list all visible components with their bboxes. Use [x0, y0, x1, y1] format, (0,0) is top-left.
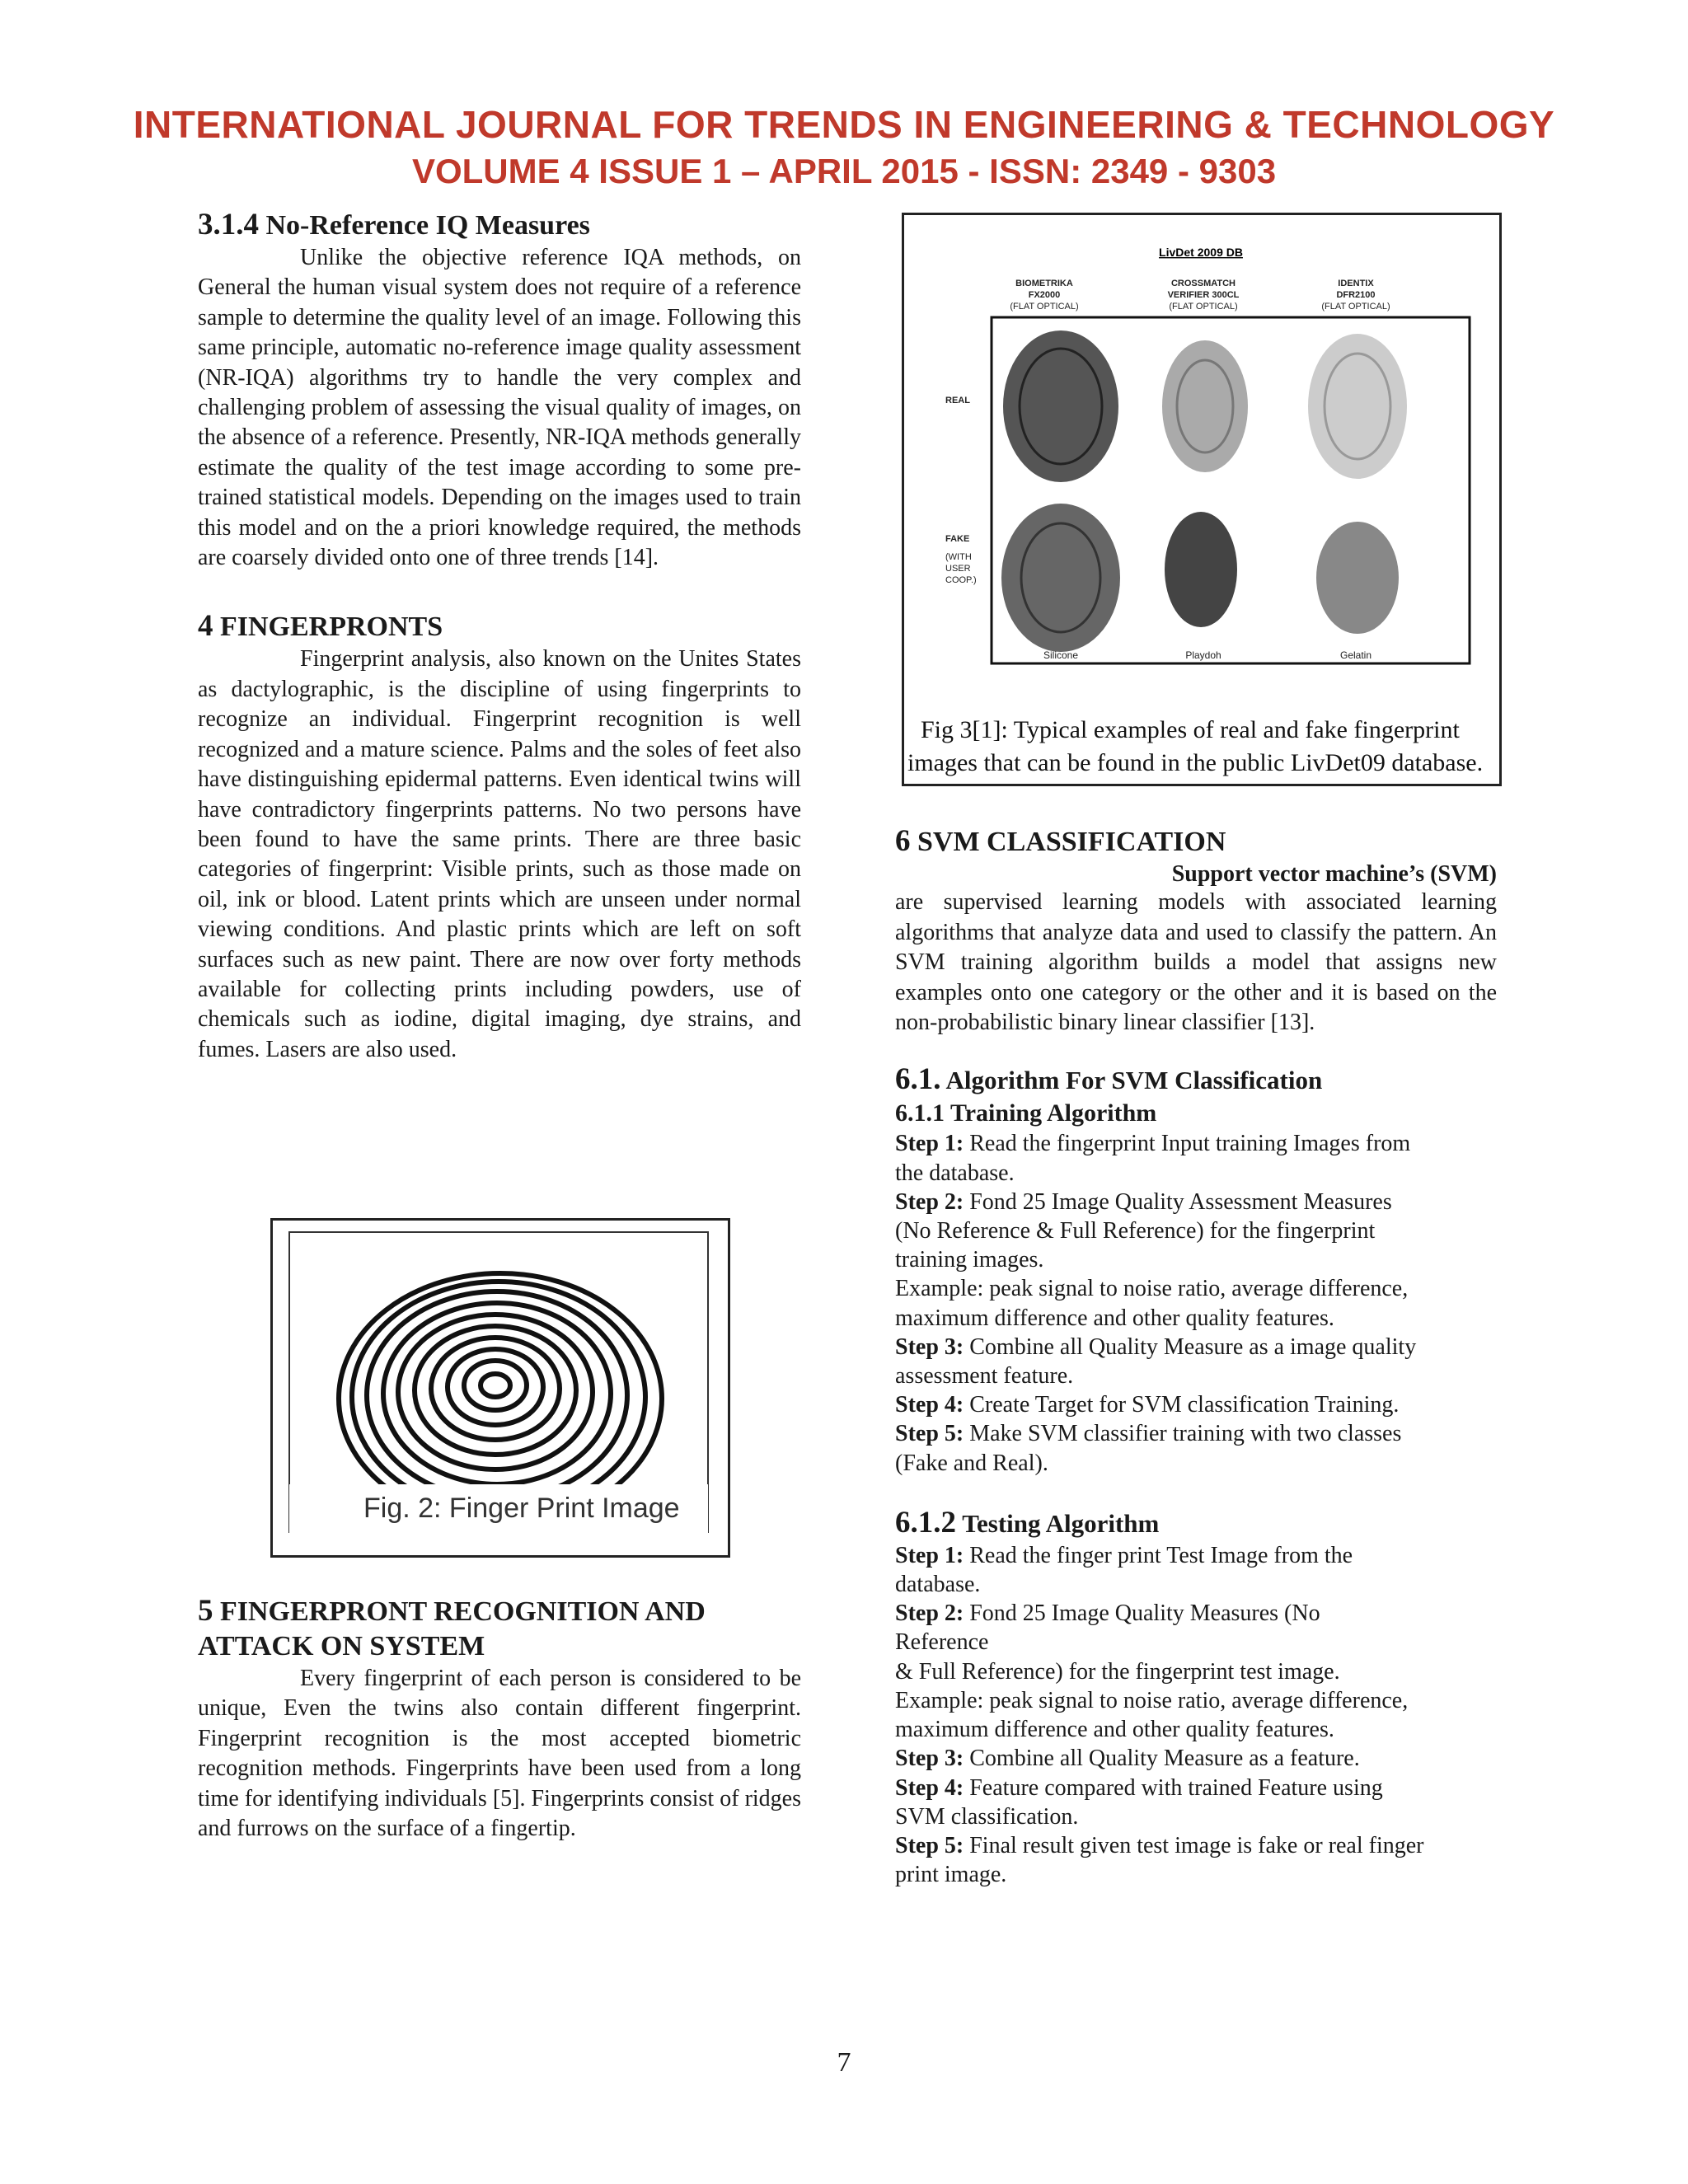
- row-fake-note-3: COOP.): [945, 575, 977, 585]
- fingerprint-image: [273, 1221, 728, 1555]
- col-3-name: IDENTIX: [1338, 279, 1374, 288]
- step-text: Fond 25 Image Quality Measures (No: [964, 1601, 1320, 1627]
- step-text: the database.: [895, 1160, 1015, 1186]
- step-line: [895, 1860, 1497, 1889]
- fig-3-caption-line2: images that can be found in the public LivDet09 database.: [907, 749, 1484, 776]
- step-text: (Fake and Real).: [895, 1450, 1048, 1476]
- step-label: Step 4:: [895, 1774, 964, 1801]
- col-1-type: (FLAT OPTICAL): [1010, 302, 1079, 312]
- step-label: Step 3:: [895, 1746, 964, 1772]
- step-text: SVM classification.: [895, 1803, 1079, 1830]
- step-line: [895, 1304, 1497, 1333]
- figure-2-fingerprint: [270, 1218, 730, 1558]
- section-title-line1: FINGERPRONT RECOGNITION AND: [220, 1596, 706, 1627]
- step-line: [895, 1541, 1497, 1570]
- section-3-1-4-heading: [198, 208, 801, 243]
- step-text: Read the finger print Test Image from the: [964, 1542, 1353, 1568]
- testing-steps: [895, 1541, 1497, 1889]
- fake-print-gelatin: [1316, 522, 1399, 634]
- section-5-text: Every fingerprint of each person is considered to be unique, Even the twins also contain different fingerprint. Fingerprint recognition is the most accepted biometric recognition methods. Fingerprints have been used from a long time for identifying individuals [5]. Fingerprints consist of ridges and furrows on the surface of a fingertip.: [198, 1666, 801, 1842]
- step-line: [895, 1774, 1497, 1802]
- section-number: 3.1.4: [198, 208, 259, 241]
- fig-3-caption-line1: Fig 3[1]: Typical examples of real and fake fingerprint: [921, 716, 1460, 743]
- section-4-heading: [198, 609, 801, 644]
- step-line: [895, 1802, 1497, 1831]
- section-6-text: are supervised learning models with associated learning algorithms that analyze data and used to classify the pattern. An SVM training algorithm builds a model that assigns new examples onto one category or the other and it is based on the non-probabilistic binary linear classifier [13].: [895, 889, 1497, 1036]
- step-label: Step 2:: [895, 1188, 964, 1215]
- row-fake-note-2: USER: [945, 564, 971, 574]
- step-text: training images.: [895, 1247, 1044, 1273]
- left-column-lower: [198, 1594, 801, 1844]
- section-3-1-4-text: Unlike the objective reference IQA methods, on General the human visual system does not require of a reference sample to determine the quality level of an image. Following this same principle, automatic no-reference image quality assessment (NR-IQA) algorithms try to handle the very complex and challenging problem of assessing the visual quality of images, on the absence of a reference. Presently, NR-IQA methods generally estimate the quality of the test image according to some pre-trained statistical models. Depending on the images used to train this model and on the a priori knowledge required, the methods are coarsely divided onto one of three trends [14].: [198, 245, 801, 571]
- step-text: Fond 25 Image Quality Assessment Measures: [964, 1188, 1392, 1215]
- step-text: print image.: [895, 1862, 1007, 1888]
- step-line: [895, 1570, 1497, 1599]
- step-line: [895, 1274, 1497, 1303]
- step-text: Read the fingerprint Input training Images from: [964, 1131, 1411, 1157]
- section-number: 5: [198, 1594, 213, 1628]
- section-number: 6: [895, 824, 911, 858]
- step-line: [895, 1599, 1497, 1628]
- step-text: Create Target for SVM classification Training.: [964, 1392, 1400, 1418]
- step-text: database.: [895, 1572, 981, 1598]
- material-playdoh: Playdoh: [1185, 649, 1221, 661]
- col-2-type: (FLAT OPTICAL): [1169, 302, 1238, 312]
- section-6-1-1-heading: 6.1.1 Training Algorithm: [895, 1099, 1157, 1127]
- step-label: Step 4:: [895, 1392, 964, 1418]
- page-number: 7: [837, 2047, 851, 2078]
- step-text: maximum difference and other quality features.: [895, 1305, 1334, 1331]
- col-3-type: (FLAT OPTICAL): [1321, 302, 1390, 312]
- step-label: Step 1:: [895, 1542, 964, 1568]
- section-6-heading: [895, 824, 1497, 860]
- row-fake-note-1: (WITH: [945, 552, 972, 562]
- section-title: SVM CLASSIFICATION: [917, 827, 1226, 857]
- section-number: 6.1.: [895, 1062, 941, 1097]
- step-text: Make SVM classifier training with two classes: [964, 1421, 1402, 1447]
- section-title: Testing Algorithm: [962, 1508, 1160, 1538]
- section-4-text: Fingerprint analysis, also known on the Unites States as dactylographic, is the discipline of using fingerprints to recognize an individual. Fingerprint recognition is well recognized and a mature science. Palms and the soles of feet also have distinguishing epidermal patterns. Even identical twins will have contradictory fingerprints patterns. No two persons have been found to have the same prints. There are three basic categories of fingerprint: Visible prints, such as those made on oil, ink or blood. Latent prints which are unseen under normal viewing conditions. And plastic prints which are left on soft surfaces such as new paint. There are now over forty methods available for collecting prints including powders, use of chemicals such as iodine, digital imaging, dye strains, and fumes. Lasers are also used.: [198, 646, 801, 1062]
- step-line: [895, 1744, 1497, 1773]
- step-line: [895, 1361, 1497, 1390]
- training-steps: [895, 1129, 1497, 1477]
- row-real-label: REAL: [945, 396, 970, 405]
- step-text: Final result given test image is fake or real finger: [964, 1832, 1424, 1858]
- step-label: Step 5:: [895, 1832, 964, 1858]
- step-label: Step 5:: [895, 1421, 964, 1447]
- step-line: [895, 1245, 1497, 1274]
- step-label: Step 2:: [895, 1601, 964, 1627]
- step-label: Step 3:: [895, 1333, 964, 1360]
- fake-print-playdoh: [1165, 512, 1237, 627]
- col-1-model: FX2000: [1028, 290, 1061, 300]
- step-text: Reference: [895, 1629, 989, 1656]
- step-line: [895, 1159, 1497, 1188]
- step-text: assessment feature.: [895, 1363, 1074, 1390]
- col-1-name: BIOMETRIKA: [1015, 279, 1073, 288]
- section-6-1-heading: [895, 1062, 1497, 1098]
- section-number: 6.1.2: [895, 1505, 956, 1540]
- col-2-model: VERIFIER 300CL: [1167, 290, 1240, 300]
- section-title: Algorithm For SVM Classification: [945, 1066, 1323, 1095]
- figure-3-livdet: [902, 213, 1502, 786]
- step-line: [895, 1129, 1497, 1158]
- step-text: Combine all Quality Measure as a image quality: [964, 1333, 1417, 1360]
- livdet-figure: [904, 215, 1499, 784]
- material-silicone: Silicone: [1043, 649, 1079, 661]
- step-line: [895, 1390, 1497, 1419]
- section-title-line2: ATTACK ON SYSTEM: [198, 1631, 485, 1661]
- col-3-model: DFR2100: [1336, 290, 1376, 300]
- section-title: No-Reference IQ Measures: [265, 210, 590, 241]
- step-text: Combine all Quality Measure as a feature.: [964, 1746, 1360, 1772]
- section-6-1-2-heading: [895, 1506, 1497, 1541]
- step-line: [895, 1216, 1497, 1245]
- step-line: [895, 1831, 1497, 1860]
- section-number: 4: [198, 609, 213, 644]
- section-6-lead: Support vector machine’s (SVM): [1171, 861, 1497, 887]
- fig-2-caption: Fig. 2: Finger Print Image: [363, 1493, 680, 1524]
- journal-title: INTERNATIONAL JOURNAL FOR TRENDS IN ENGINEERING & TECHNOLOGY: [133, 103, 1555, 146]
- real-print-identix: [1308, 334, 1407, 479]
- row-fake-label: FAKE: [945, 534, 970, 544]
- step-line: [895, 1657, 1497, 1686]
- step-label: Step 1:: [895, 1131, 964, 1157]
- fake-print-silicone: [1001, 504, 1120, 652]
- section-5-heading: [198, 1594, 801, 1664]
- right-column: [895, 824, 1497, 1889]
- step-text: Example: peak signal to noise ratio, average difference,: [895, 1687, 1409, 1713]
- step-line: [895, 1333, 1497, 1361]
- step-line: [895, 1419, 1497, 1448]
- step-text: & Full Reference) for the fingerprint test image.: [895, 1658, 1340, 1685]
- material-gelatin: Gelatin: [1339, 649, 1372, 661]
- livdet-db-title: LivDet 2009 DB: [1159, 246, 1243, 259]
- step-line: [895, 1628, 1497, 1657]
- step-line: [895, 1715, 1497, 1744]
- step-line: [895, 1449, 1497, 1478]
- left-column: [198, 208, 801, 1065]
- step-text: (No Reference & Full Reference) for the fingerprint: [895, 1218, 1376, 1244]
- step-text: maximum difference and other quality features.: [895, 1717, 1334, 1743]
- step-text: Feature compared with trained Feature using: [964, 1774, 1383, 1801]
- journal-volume: VOLUME 4 ISSUE 1 – APRIL 2015 - ISSN: 2349 - 9303: [411, 152, 1277, 190]
- step-line: [895, 1188, 1497, 1216]
- step-text: Example: peak signal to noise ratio, average difference,: [895, 1276, 1409, 1302]
- section-title: FINGERPRONTS: [220, 612, 443, 643]
- col-2-name: CROSSMATCH: [1170, 279, 1236, 288]
- step-line: [895, 1686, 1497, 1715]
